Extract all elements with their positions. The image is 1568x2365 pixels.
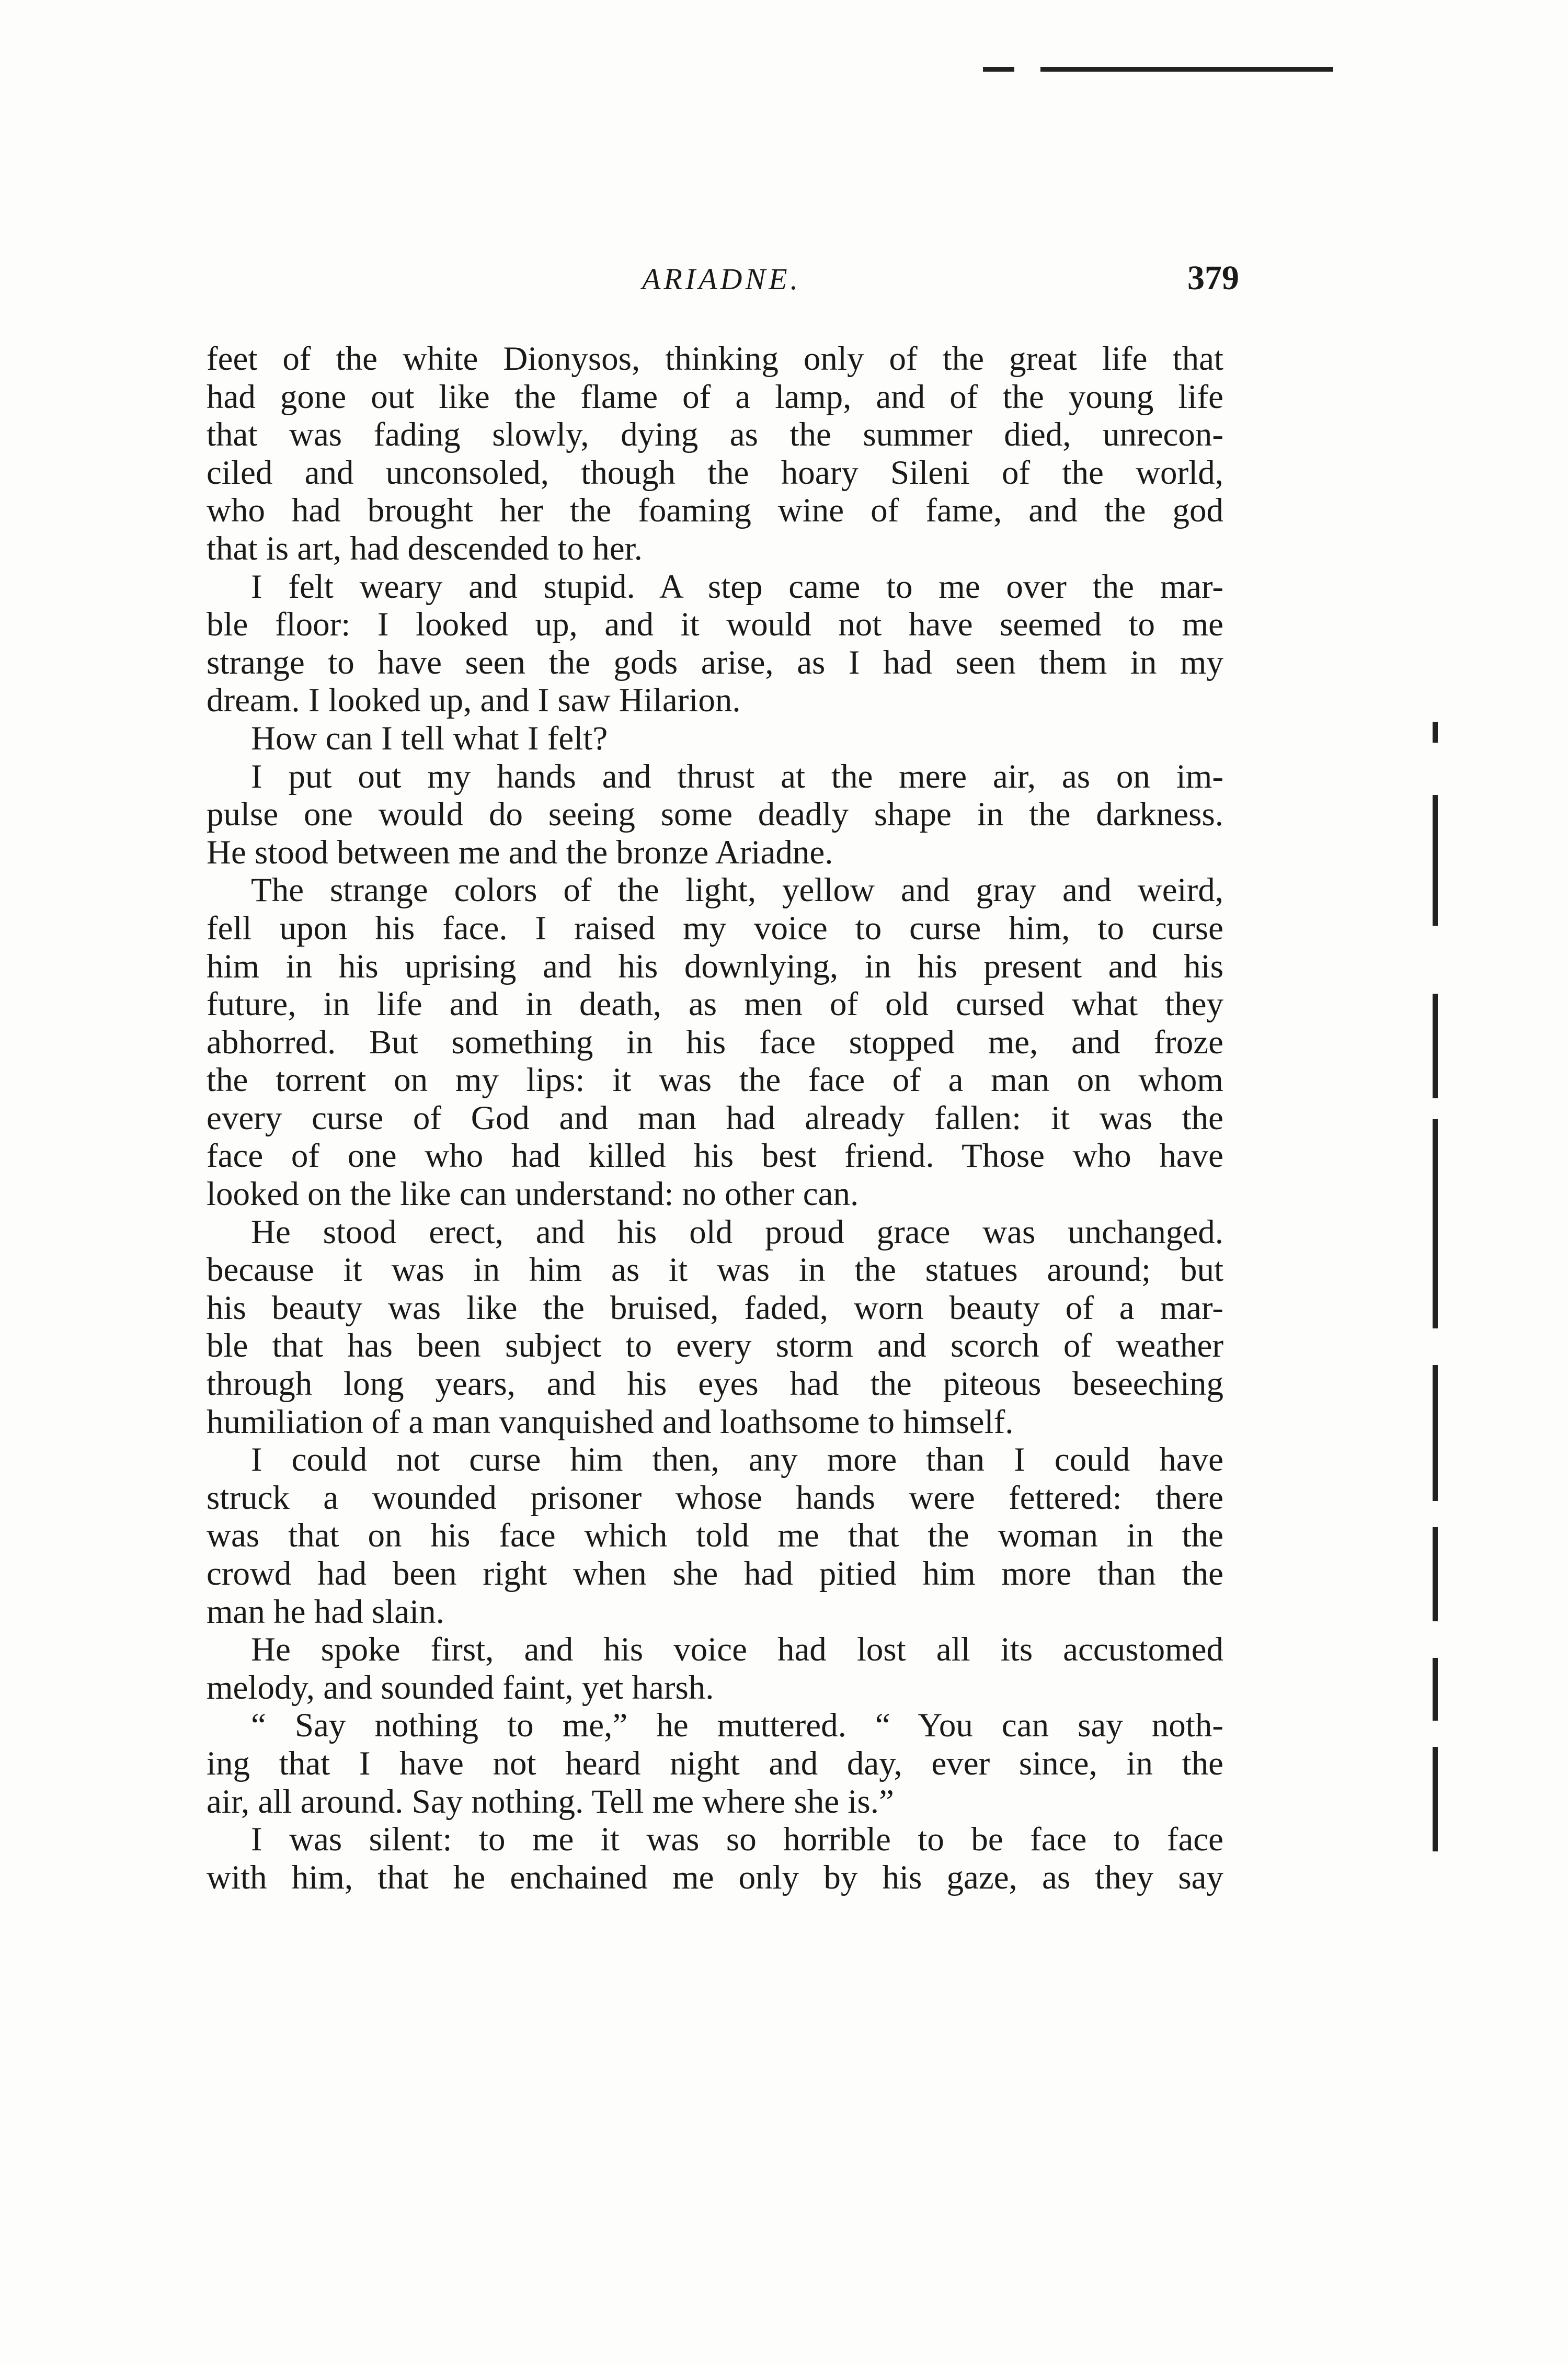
text-line: that is art, had descended to her. [207,529,643,567]
text-line: He stood erect, and his old proud grace was unchanged. [251,1213,1223,1251]
text-line: had gone out like the flame of a lamp, and of the young life [207,378,1223,416]
text-line: He stood between me and the bronze Ariadne. [207,833,833,871]
text-line: his beauty was like the bruised, faded, worn beauty of a mar- [207,1289,1223,1327]
scan-artifact-mark [1433,795,1438,926]
text-line: face of one who had killed his best friend. Those who have [207,1137,1223,1175]
text-line: strange to have seen the gods arise, as I had seen them in my [207,643,1223,681]
page-number: 379 [1187,259,1239,297]
text-line: melody, and sounded faint, yet harsh. [207,1668,714,1707]
text-line: feet of the white Dionysos, thinking only of the great life that [207,340,1223,378]
text-line: looked on the like can understand: no other can. [207,1175,859,1213]
scan-artifact-rule [1040,67,1333,72]
text-line: that was fading slowly, dying as the summer died, unrecon- [207,416,1223,454]
text-line: humiliation of a man vanquished and loathsome to himself. [207,1403,1014,1441]
scan-artifact-mark [1433,722,1438,743]
text-line: pulse one would do seeing some deadly shape in the darkness. [207,795,1223,834]
text-line: every curse of God and man had already fallen: it was the [207,1099,1223,1137]
text-line: I put out my hands and thrust at the mere air, as on im- [251,757,1223,795]
text-line: “ Say nothing to me,” he muttered. “ You can say noth- [251,1707,1223,1745]
text-line: fell upon his face. I raised my voice to curse him, to curse [207,909,1223,947]
text-line: was that on his face which told me that the woman in the [207,1517,1223,1555]
text-line: with him, that he enchained me only by his gaze, as they say [207,1858,1223,1896]
scan-artifact-mark [1433,1365,1438,1501]
scan-artifact-mark [1433,1527,1438,1621]
text-line: because it was in him as it was in the statues around; but [207,1251,1223,1289]
text-line: I could not curse him then, any more than I could have [251,1441,1223,1479]
text-line: crowd had been right when she had pitied him more than the [207,1555,1223,1593]
text-line: How can I tell what I felt? [251,719,608,757]
scan-artifact-mark [1433,1119,1438,1328]
text-line: I felt weary and stupid. A step came to me over the mar- [251,567,1223,606]
text-line: air, all around. Say nothing. Tell me where she is.” [207,1782,894,1821]
text-line: He spoke first, and his voice had lost all its accustomed [251,1631,1223,1669]
body-text [207,340,1223,1896]
text-line: him in his uprising and his downlying, in his present and his [207,947,1223,985]
text-line: dream. I looked up, and I saw Hilarion. [207,681,741,720]
text-line: ble that has been subject to every storm and scorch of weather [207,1327,1223,1365]
text-line: through long years, and his eyes had the piteous beseeching [207,1365,1223,1403]
scan-artifact-rule [983,67,1014,72]
text-line: abhorred. But something in his face stopped me, and froze [207,1023,1223,1061]
text-line: future, in life and in death, as men of old cursed what they [207,985,1223,1024]
scan-artifact-mark [1433,1658,1438,1721]
text-line: The strange colors of the light, yellow and gray and weird, [251,871,1223,909]
text-line: I was silent: to me it was so horrible to be face to face [251,1821,1223,1859]
text-line: the torrent on my lips: it was the face of a man on whom [207,1061,1223,1099]
page-header [204,261,1239,309]
scan-artifact-mark [1433,1747,1438,1851]
running-title: ARIADNE. [642,262,802,296]
text-line: ciled and unconsoled, though the hoary Sileni of the world, [207,453,1223,492]
text-line: ble floor: I looked up, and it would not have seemed to me [207,606,1223,644]
scan-artifact-mark [1433,994,1438,1098]
scan-artifact-margin [1433,722,1453,1898]
text-line: ing that I have not heard night and day, ever since, in the [207,1744,1223,1782]
text-line: who had brought her the foaming wine of fame, and the god [207,492,1223,530]
text-line: man he had slain. [207,1593,444,1631]
text-line: struck a wounded prisoner whose hands were fettered: there [207,1479,1223,1517]
